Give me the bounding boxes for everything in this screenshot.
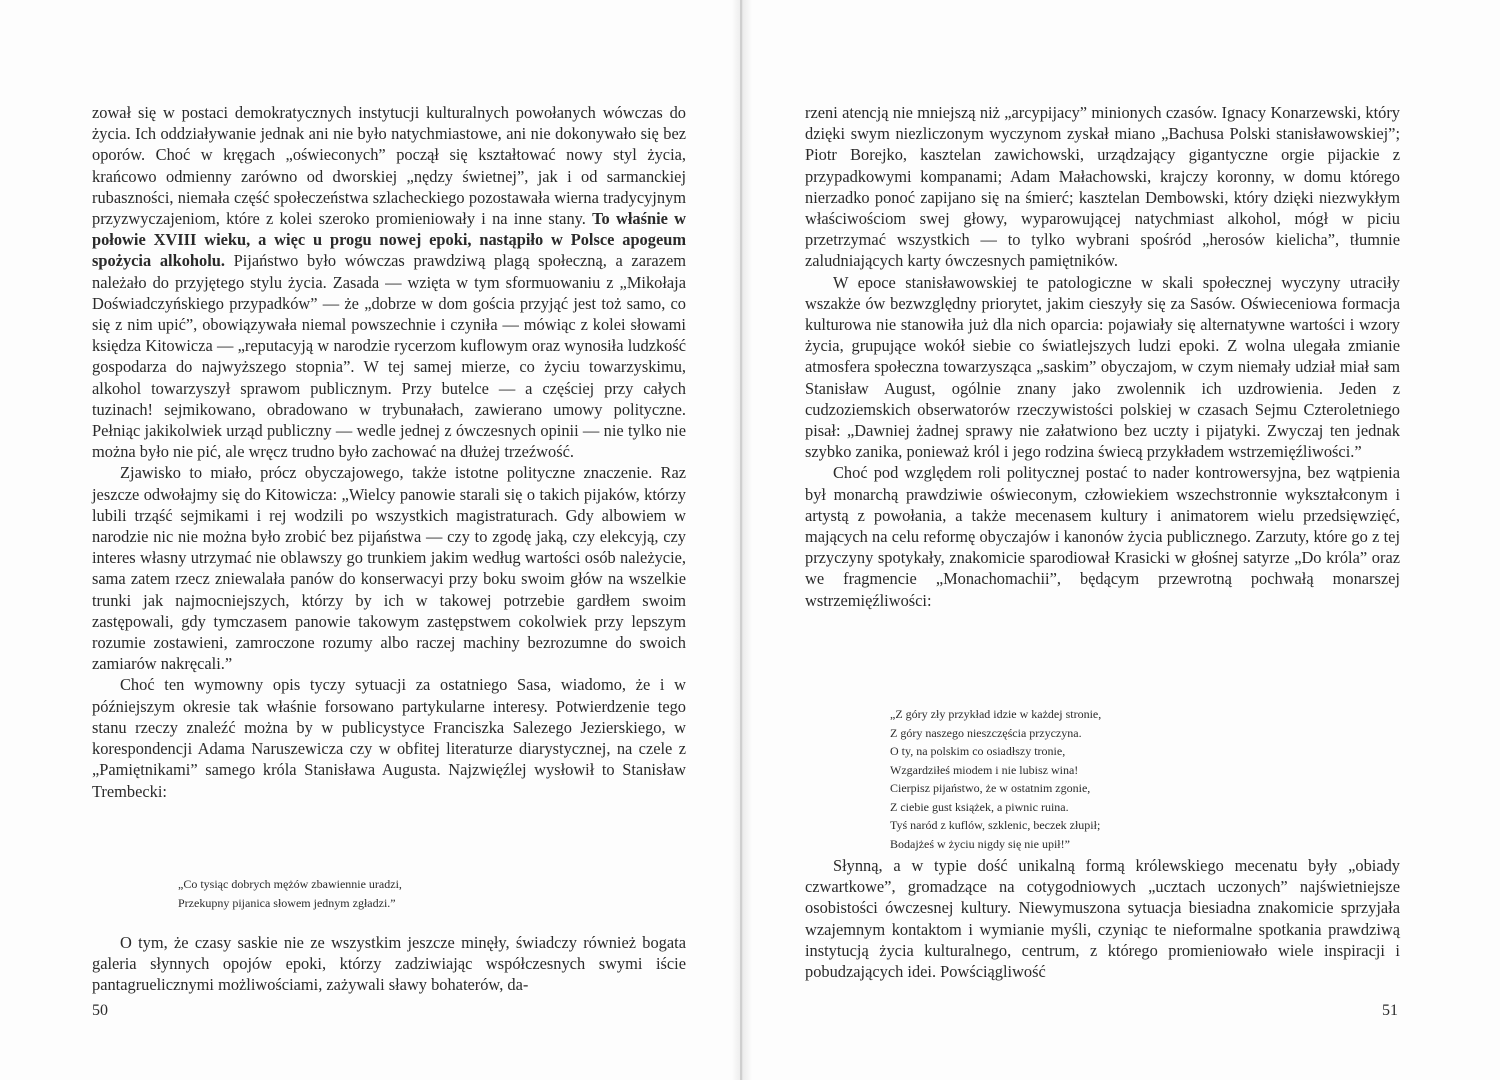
right-quote <box>890 705 1310 853</box>
left-paragraph-1-bold: To właśnie w połowie XVIII wieku, a więc u progu nowej epoki, nastąpiło w Polsce apogeum spożycia alkoholu. <box>92 209 686 271</box>
quote-line: O ty, na polskim co osiadłszy tronie, <box>890 744 1066 758</box>
left-paragraph-2: Zjawisko to miało, prócz obyczajowego, także istotne polityczne znaczenie. Raz jeszcze odwołajmy się do Kitowicza: „Wielcy panowie starali się o takich pijaków, którzy lubili trząść sejmikami i rej wodzili po wszystkich magistraturach. Gdy albowiem w narodzie nic nie można było zrobić bez pijaństwa — czy to zgodę jaką, czy elekcyją, czy interes własny utrzymać nie oblawszy go trunkiem jakim według wartości osób należycie, sama zatem rzecz zniewalała panów do konserwacyi przy boku swoim głów na wszelkie trunki jak najmocniejszych, którzy by ich w takowej potrzebie gardłem swoim zastępowali, gdy tymczasem panowie takowym zastępstwem cokolwiek przy lepszym rozumie zostawieni, zamroczone rozumy albo raczej machiny bezrozumne do swoich zamiarów nakręcali.” <box>92 463 686 674</box>
left-paragraph-1 <box>92 102 686 462</box>
quote-line: „Co tysiąc dobrych mężów zbawiennie uradzi, <box>178 877 402 891</box>
left-quote <box>178 875 598 912</box>
right-paragraph-1: rzeni atencją nie mniejszą niż „arcypijacy” minionych czasów. Ignacy Konarzewski, który dzięki swym niezliczonym wyczynom zyskał miano „Bachusa Polski stanisławowskiej”; Piotr Borejko, kasztelan zawichowski, urządzający gigantyczne orgie pijackie z przypadkowymi kompanami; Adam Małachowski, krajczy koronny, w domu którego nierzadko ponoć zapijano się na śmierć; kasztelan Dembowski, który dzięki niezwykłym właściwościom swej głowy, wyparowującej natychmiast alkohol, mógł w piciu przetrzymać wszystkich — to tylko wybrani spośród „herosów kielicha”, tłumnie zaludniających karty ówczesnych pamiętników. <box>805 103 1400 271</box>
left-page <box>92 102 687 995</box>
left-paragraph-4: O tym, że czasy saskie nie ze wszystkim jeszcze minęły, świadczy również bogata galeria słynnych opojów epoki, którzy zadziwiając współczesnych swymi iście pantagruelicznymi możliwościami, zażywali sławy bohaterów, da- <box>92 933 686 995</box>
quote-line: Bodajżeś w życiu nigdy się nie upił!” <box>890 836 1070 851</box>
book-gutter <box>732 0 752 1080</box>
quote-line: Z ciebie gust książek, a piwnic ruina. <box>890 799 1069 814</box>
right-paragraph-4: Słynną, a w typie dość unikalną formą królewskiego mecenatu były „obiady czwartkowe”, gromadzące na cotygodniowych „ucztach uczonych” najświetniejsze osobistości ówczesnej kultury. Niewymuszona sytuacja biesiadna znakomicie sprzyjała wzajemnym kontaktom i wymianie myśli, czyniąc te nieformalne spotkania prawdziwą instytucją życia kulturalnego, centrum, z którego promieniowało wiele inspiracji i pobudzających idei. Powściągliwość <box>805 856 1400 982</box>
page-number-left: 50 <box>92 1002 108 1019</box>
left-paragraph-1-text: zował się w postaci demokratycznych instytucji kulturalnych powołanych wówczas do życia. Ich oddziaływanie jednak ani nie było natychmiastowe, ani nie dokonywało się bez oporów. Choć w kręgach „oświeconych” począł się kształtować nowy styl życia, krańcowo odmienny zarówno od dworskiej „nędzy świetnej”, jak i od sarmanckiej rubaszności, niemała część społeczeństwa szlacheckiego pozostawała wierna tradycyjnym przyzwyczajeniom, które z kolei szeroko promieniowały i na inne stany. <box>92 103 686 229</box>
quote-line: Przekupny pijanica słowem jednym zgładzi.” <box>178 895 396 910</box>
gutter-fold-line <box>740 0 742 1080</box>
left-paragraph-1-text-cont: Pijaństwo było wówczas prawdziwą plagą społeczną, a zarazem należało do przyjętego stylu życia. Zasada — wzięta w tym sformuowaniu z „Mikołaja Doświadczyńskiego przypadków” — że „dobrze w dom gościa przyjąć jest toż samo, co się z nim upić”, obowiązywała niemal powszechnie i czyniła — mówiąc z kolei słowami księdza Kitowicza — „reputacyją w narodzie rycerzom kuflowym oraz wynosiła ludzkość gospodarza do najwyższego stopnia”. W tej samej mierze, co życiu towarzyskimu, alkohol towarzyszył sprawom publicznym. Przy butelce — a częściej przy całych tuzinach! sejmikowano, obradowano w trybunałach, zawierano umowy polityczne. Pełniąc jakikolwiek urząd publiczny — wedle jednej z ówczesnych opinii — nie tylko nie można było nie pić, ale wręcz trudno było zachować na dłużej trzeźwość. <box>92 251 687 462</box>
right-page <box>805 102 1400 982</box>
quote-line: „Z góry zły przykład idzie w każdej stronie, <box>890 707 1102 721</box>
right-paragraph-2: W epoce stanisławowskiej te patologiczne w skali społecznej wyczyny utraciły wszakże ów bezwzględny priorytet, jakim cieszyły się za Sasów. Oświeceniowa formacja kulturowa nie stanowiła już dla nich oparcia: pojawiały się alternatywne wartości i wzory życia, grupujące wokół siebie co światlejszych ludzi epoki. Z wolna ulegała zmianie atmosfera społeczna towarzysząca „saskim” obyczajom, w czym niemały udział miał sam Stanisław August, ogólnie znany jako zwolennik ich uzdrowienia. Jeden z cudzoziemskich obserwatorów rzeczywistości polskiej w czasach Sejmu Czteroletniego pisał: „Dawniej żadnej sprawy nie załatwiono bez uczty i pijatyki. Zwyczaj ten jednak szybko zanika, ponieważ król i jego rodzina świecą przykładem wstrzemięźliwości.” <box>805 272 1400 462</box>
quote-line: Z góry naszego nieszczęścia przyczyna. <box>890 725 1082 740</box>
quote-line: Tyś naród z kuflów, szklenic, beczek złupił; <box>890 818 1101 832</box>
page-number-right: 51 <box>1382 1002 1398 1019</box>
quote-line: Cierpisz pijaństwo, że w ostatnim zgonie, <box>890 781 1091 795</box>
quote-line: Wzgardziłeś miodem i nie lubisz wina! <box>890 762 1079 777</box>
left-paragraph-3: Choć ten wymowny opis tyczy sytuacji za ostatniego Sasa, wiadomo, że i w późniejszym okresie tak właśnie forsowano partykularne interesy. Potwierdzenie tego stanu rzeczy znaleźć można by w publicystyce Franciszka Salezego Jezierskiego, w korespondencji Adama Naruszewicza czy w obfitej literaturze diarystycznej, na czele z „Pamiętnikami” samego króla Stanisława Augusta. Najzwięźlej wysłowił to Stanisław Trembecki: <box>92 675 686 801</box>
right-paragraph-3: Choć pod względem roli politycznej postać to nader kontrowersyjna, bez wątpienia był monarchą prawdziwie oświeconym, człowiekiem wszechstronnie wykształconym i artystą z powołania, a także mecenasem kultury i animatorem wielu przedsięwzięć, mających na celu reformę obyczajów i kanonów życia publicznego. Zarzuty, które go z tej przyczyny spotykały, znakomicie sparodiował Krasicki w głośnej satyrze „Do króla” oraz we fragmencie „Monachomachii”, będącym przewrotną pochwałą monarszej wstrzemięźliwości: <box>805 463 1400 610</box>
